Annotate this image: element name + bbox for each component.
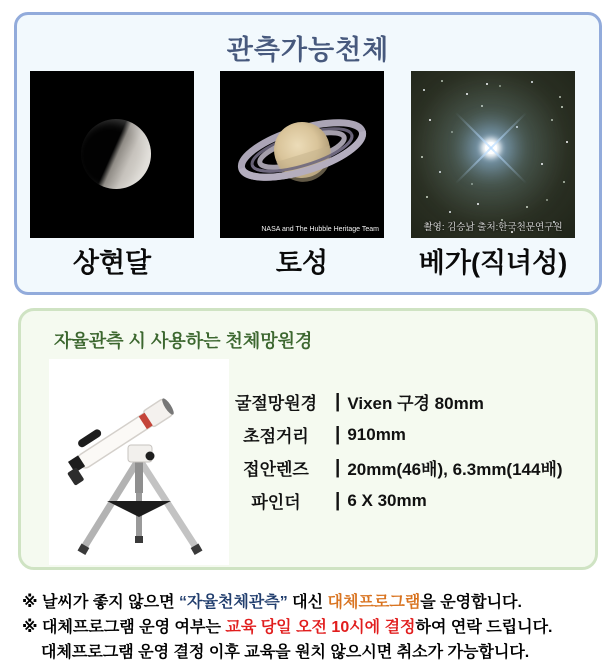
spec-row-refractor [225, 391, 563, 412]
notice-line-2 [22, 615, 552, 640]
notice-line-3: 대체프로그램 운영 결정 이후 교육을 원치 않으시면 취소가 가능합니다. [41, 644, 530, 661]
saturn-credit: NASA and The Hubble Heritage Team [261, 226, 379, 233]
spec-row-finder [225, 490, 563, 511]
spec-row-focal-length [225, 424, 563, 445]
notice-text: ※ 날씨가 좋지 않으면 [22, 594, 179, 611]
starfield [411, 71, 413, 73]
saturn-label: 토성 [275, 248, 329, 278]
observable-objects-panel [14, 12, 602, 295]
spec-label: 초점거리 [243, 427, 309, 446]
spec-table [225, 391, 563, 511]
telescope-panel [18, 308, 598, 570]
vega-credit: 촬영: 김승남 출처:한국천문연구원 [423, 222, 563, 233]
saturn-photo [220, 71, 384, 238]
spec-value: 6 X 30mm [347, 490, 427, 510]
vega-label: 베가(직녀성) [418, 248, 568, 278]
spec-label: 굴절망원경 [234, 394, 318, 413]
spec-label: 파인더 [251, 493, 301, 512]
notice-text: 하여 연락 드립니다. [415, 619, 553, 636]
telescope-panel-title: 자율관측 시 사용하는 천체망원경 [54, 331, 313, 351]
moon-illustration [75, 113, 156, 194]
panel-title: 관측가능천체 [226, 35, 390, 65]
notice-block [22, 590, 552, 665]
spec-separator: | [335, 423, 341, 445]
moon-label: 상현달 [72, 248, 152, 278]
telescope-illustration [49, 359, 229, 565]
notice-decision-time: 교육 당일 오전 10시에 결정 [225, 619, 416, 636]
telescope-photo [49, 359, 229, 565]
spec-value: 20mm(46배), 6.3mm(144배) [347, 460, 563, 479]
moon-photo [30, 71, 194, 238]
spec-value: Vixen 구경 80mm [347, 394, 484, 413]
notice-text: 을 운영합니다. [420, 594, 522, 611]
spec-value: 910mm [347, 424, 406, 444]
notice-quoted-term: “자율천체관측” [178, 594, 288, 611]
notice-text: 대신 [287, 594, 328, 611]
vega-photo [411, 71, 575, 238]
notice-alt-program: 대체프로그램 [327, 594, 421, 611]
vega-star [485, 142, 497, 154]
spec-label: 접안렌즈 [243, 460, 309, 479]
spec-separator: | [335, 390, 341, 412]
spec-separator: | [335, 456, 341, 478]
spec-row-eyepiece [225, 457, 563, 478]
spec-separator: | [335, 489, 341, 511]
notice-line-1 [22, 590, 552, 615]
notice-text: ※ 대체프로그램 운영 여부는 [22, 619, 226, 636]
saturn-illustration [220, 71, 384, 238]
